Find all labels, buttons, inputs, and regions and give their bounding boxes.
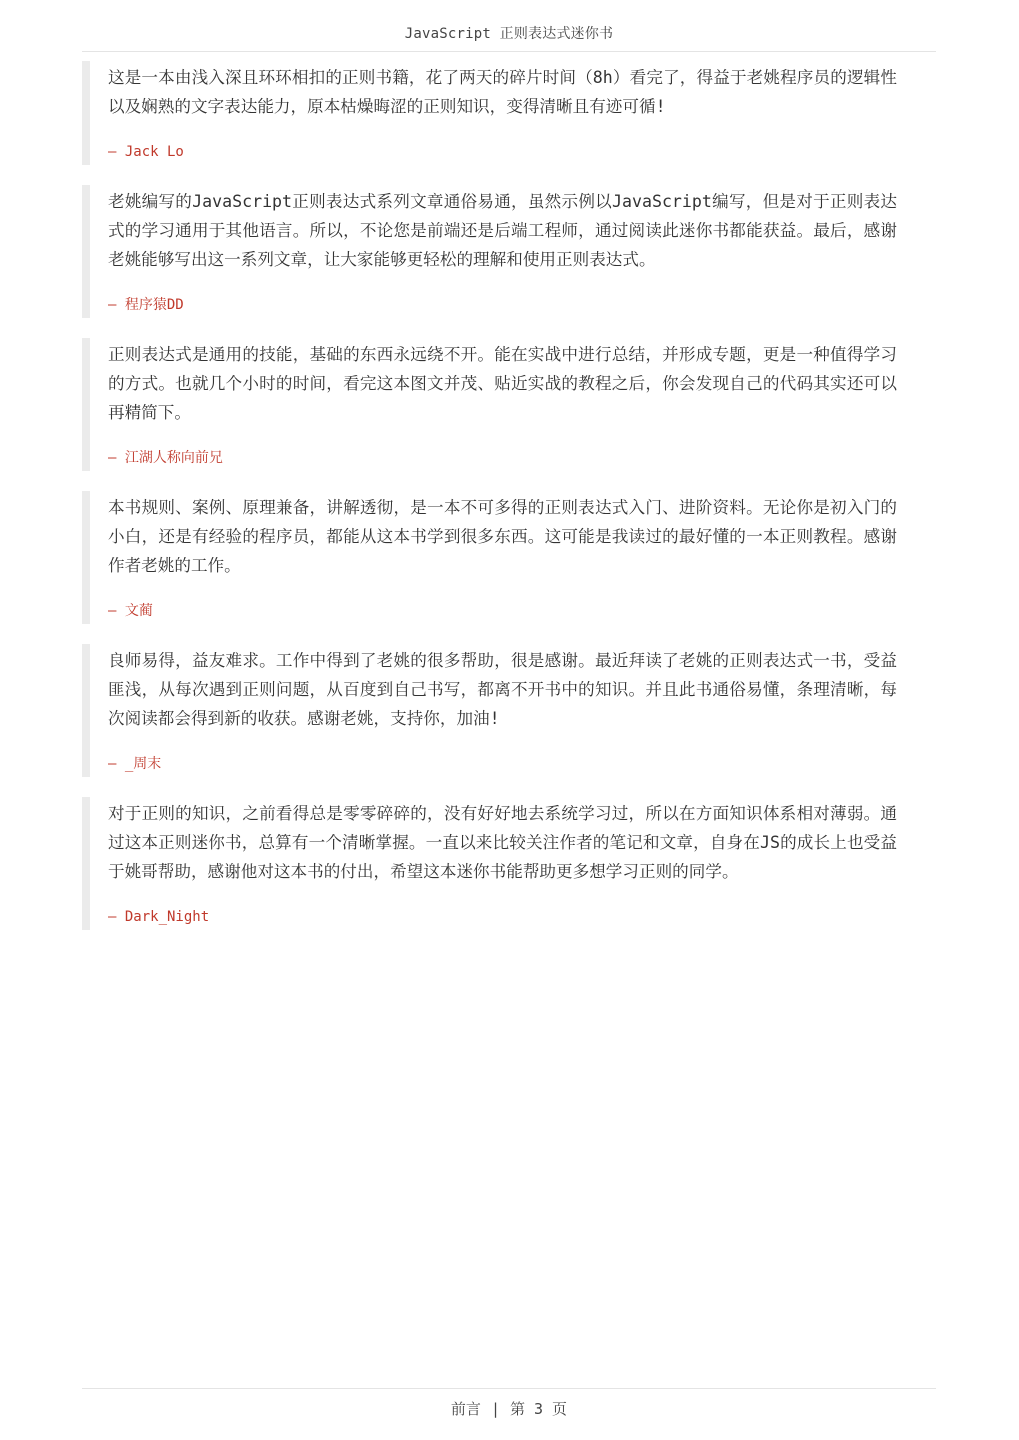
footer-text bbox=[451, 1398, 567, 1419]
quote-author: — 文蔺 bbox=[108, 603, 153, 619]
testimonial-quote bbox=[82, 185, 897, 318]
testimonial-quote bbox=[82, 61, 897, 165]
page-number: 第 3 页 bbox=[509, 1400, 568, 1418]
quote-text: 这是一本由浅入深且环环相扣的正则书籍，花了两天的碎片时间（8h）看完了，得益于老姚程序员的逻辑性以及娴熟的文字表达能力，原本枯燥晦涩的正则知识，变得清晰且有迹可循! bbox=[108, 68, 897, 116]
testimonial-quote bbox=[82, 338, 897, 471]
footer-separator: | bbox=[490, 1400, 500, 1418]
quote-text: 老姚编写的JavaScript正则表达式系列文章通俗易通，虽然示例以JavaScript编写，但是对于正则表达式的学习通用于其他语言。所以，不论您是前端还是后端工程师，通过阅读此迷你书都能获益。最后，感谢老姚能够写出这一系列文章，让大家能够更轻松的理解和使用正则表达式。 bbox=[108, 192, 897, 269]
quote-text: 良师易得，益友难求。工作中得到了老姚的很多帮助，很是感谢。最近拜读了老姚的正则表达式一书，受益匪浅，从每次遇到正则问题，从百度到自己书写，都离不开书中的知识。并且此书通俗易懂，条理清晰，每次阅读都会得到新的收获。感谢老姚，支持你，加油! bbox=[108, 651, 897, 728]
quote-text: 对于正则的知识，之前看得总是零零碎碎的，没有好好地去系统学习过，所以在方面知识体系相对薄弱。通过这本正则迷你书，总算有一个清晰掌握。一直以来比较关注作者的笔记和文章，自身在JS的成长上也受益于姚哥帮助，感谢他对这本书的付出，希望这本迷你书能帮助更多想学习正则的同学。 bbox=[108, 804, 897, 881]
testimonial-quote bbox=[82, 797, 897, 930]
page-footer bbox=[82, 1388, 936, 1419]
quote-author: — _周末 bbox=[108, 756, 162, 772]
testimonial-list bbox=[82, 61, 897, 950]
testimonial-quote bbox=[82, 491, 897, 624]
book-title: JavaScript 正则表达式迷你书 bbox=[404, 26, 614, 42]
quote-author: — 江湖人称向前兄 bbox=[108, 450, 223, 466]
testimonial-quote bbox=[82, 644, 897, 777]
quote-author: — Jack Lo bbox=[108, 144, 184, 160]
page-header bbox=[82, 0, 936, 52]
footer-section: 前言 bbox=[450, 1400, 481, 1418]
quote-text: 本书规则、案例、原理兼备，讲解透彻，是一本不可多得的正则表达式入门、进阶资料。无论你是初入门的小白，还是有经验的程序员，都能从这本书学到很多东西。这可能是我读过的最好懂的一本正则教程。感谢作者老姚的工作。 bbox=[108, 498, 897, 575]
quote-author: — 程序猿DD bbox=[108, 297, 184, 313]
quote-text: 正则表达式是通用的技能，基础的东西永远绕不开。能在实战中进行总结，并形成专题，更是一种值得学习的方式。也就几个小时的时间，看完这本图文并茂、贴近实战的教程之后，你会发现自己的代码其实还可以再精简下。 bbox=[108, 345, 897, 422]
quote-author: — Dark_Night bbox=[108, 909, 210, 925]
